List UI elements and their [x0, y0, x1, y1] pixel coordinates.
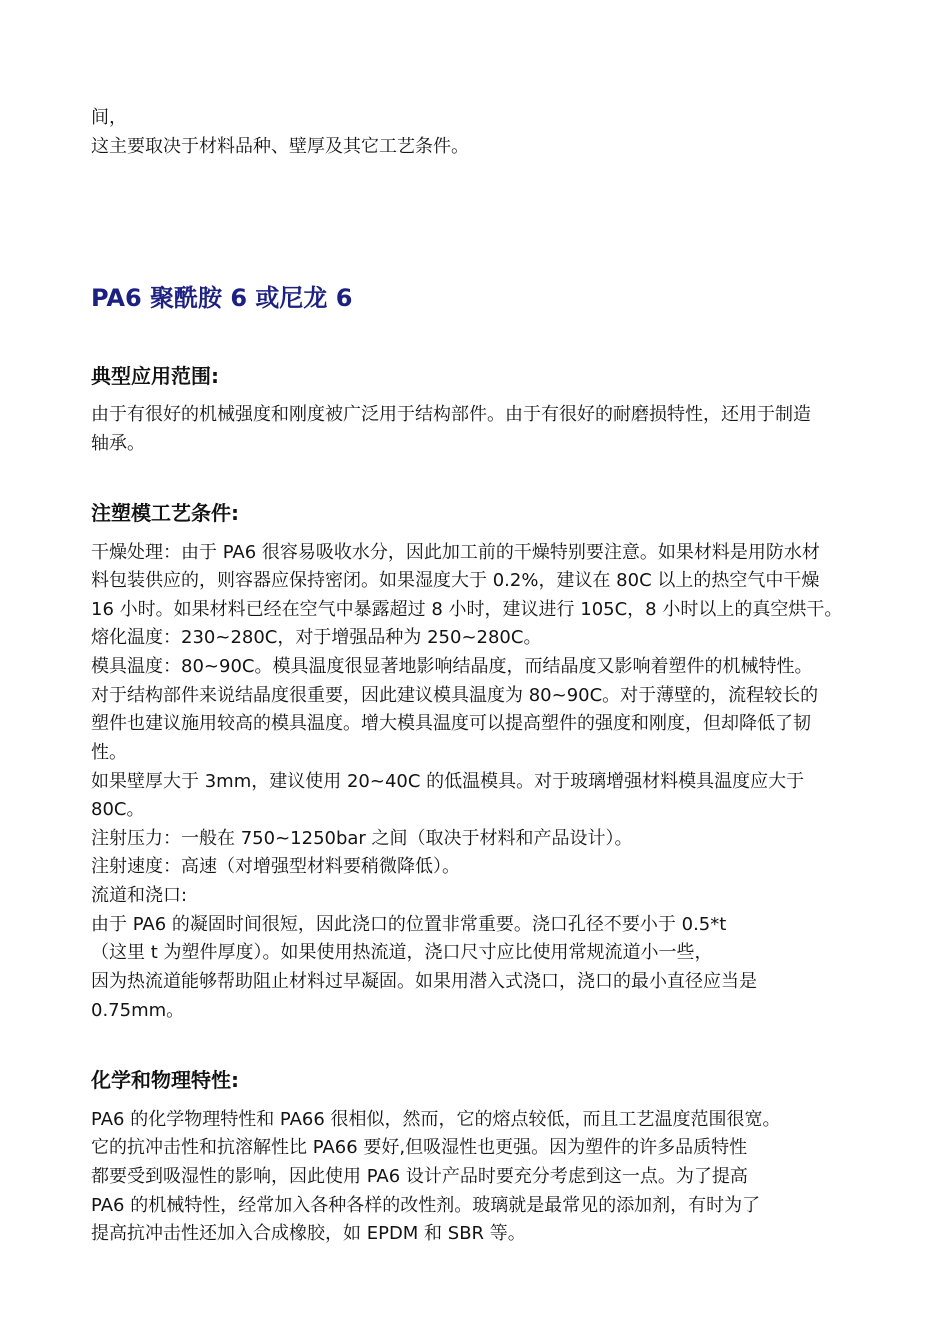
paragraph-line: 塑件也建议施用较高的模具温度。增大模具温度可以提高塑件的强度和刚度，但却降低了韧 [91, 713, 811, 734]
paragraph-line: 80C。 [91, 799, 145, 820]
paragraph-line: 性。 [91, 742, 127, 763]
paragraph-line: 对于结构部件来说结晶度很重要，因此建议模具温度为 80~90C。对于薄壁的，流程较长的 [91, 685, 819, 706]
paragraph-line: 由于有很好的机械强度和刚度被广泛用于结构部件。由于有很好的耐磨损特性，还用于制造 [91, 404, 811, 425]
paragraph-line: PA6 的机械特性，经常加入各种各样的改性剂。玻璃就是最常见的添加剂，有时为了 [91, 1195, 761, 1216]
paragraph-line: 0.75mm。 [91, 1000, 185, 1021]
intro-line: 这主要取决于材料品种、壁厚及其它工艺条件。 [91, 136, 469, 157]
paragraph-line: 由于 PA6 的凝固时间很短，因此浇口的位置非常重要。浇口孔径不要小于 0.5*t [91, 914, 727, 935]
paragraph-line: 料包装供应的，则容器应保持密闭。如果湿度大于 0.2%，建议在 80C 以上的热空气中干燥 [91, 570, 820, 591]
paragraph-line: 16 小时。如果材料已经在空气中暴露超过 8 小时，建议进行 105C，8 小时以上的真空烘干。 [91, 599, 843, 620]
paragraph-line: 轴承。 [91, 433, 145, 454]
paragraph-line: 它的抗冲击性和抗溶解性比 PA66 要好,但吸湿性也更强。因为塑件的许多品质特性 [91, 1137, 748, 1158]
paragraph-line: 提高抗冲击性还加入合成橡胶，如 EPDM 和 SBR 等。 [91, 1223, 526, 1244]
paragraph-line: 流道和浇口: [91, 885, 188, 906]
paragraph-line: 干燥处理：由于 PA6 很容易吸收水分，因此加工前的干燥特别要注意。如果材料是用防水材 [91, 542, 820, 563]
paragraph-line: 如果壁厚大于 3mm，建议使用 20~40C 的低温模具。对于玻璃增强材料模具温度应大于 [91, 771, 805, 792]
paragraph-line: 都要受到吸湿性的影响，因此使用 PA6 设计产品时要充分考虑到这一点。为了提高 [91, 1166, 748, 1187]
section-heading: 典型应用范围: [91, 364, 219, 388]
paragraph-line: 注射压力：一般在 750~1250bar 之间（取决于材料和产品设计）。 [91, 828, 633, 849]
paragraph-line: 模具温度：80~90C。模具温度很显著地影响结晶度，而结晶度又影响着塑件的机械特性。 [91, 656, 813, 677]
page-title: PA6 聚酰胺 6 或尼龙 6 [91, 284, 353, 312]
intro-line: 间， [91, 107, 127, 128]
paragraph-line: 熔化温度：230~280C，对于增强品种为 250~280C。 [91, 627, 542, 648]
paragraph-line: PA6 的化学物理特性和 PA66 很相似，然而，它的熔点较低，而且工艺温度范围很宽。 [91, 1109, 781, 1130]
paragraph-line: 因为热流道能够帮助阻止材料过早凝固。如果用潜入式浇口，浇口的最小直径应当是 [91, 971, 757, 992]
section-heading: 注塑模工艺条件: [91, 501, 239, 525]
paragraph-line: 注射速度：高速（对增强型材料要稍微降低）。 [91, 856, 460, 877]
paragraph-line: （这里 t 为塑件厚度）。如果使用热流道，浇口尺寸应比使用常规流道小一些， [91, 942, 713, 963]
section-heading: 化学和物理特性: [91, 1068, 239, 1092]
